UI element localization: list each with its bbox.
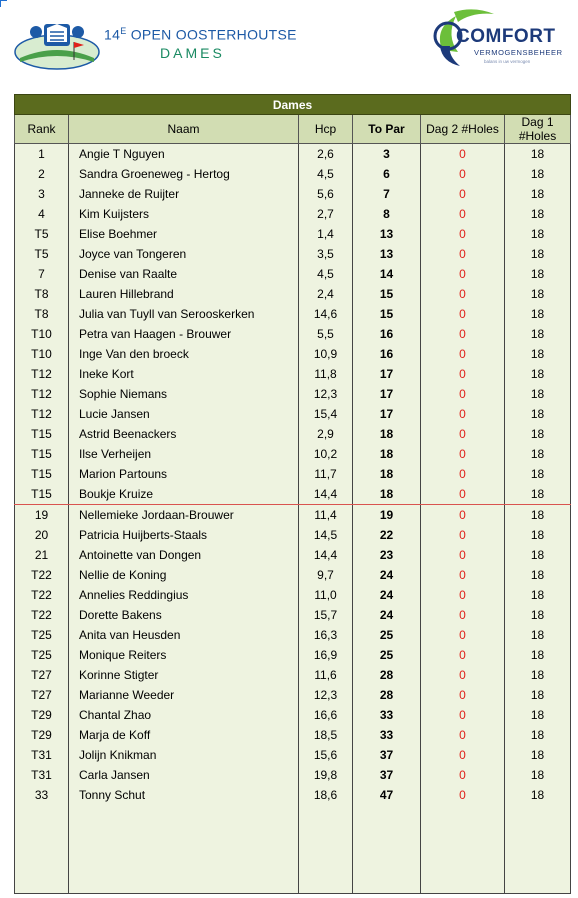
name-cell: Monique Reiters [69, 645, 299, 665]
hcp-cell: 2,6 [299, 144, 353, 165]
day2-holes-cell: 0 [421, 525, 505, 545]
name-cell: Carla Jansen [69, 765, 299, 785]
hcp-cell: 10,9 [299, 344, 353, 364]
rank-cell: 7 [15, 264, 69, 284]
table-row [15, 505, 571, 526]
day2-holes-cell: 0 [421, 304, 505, 324]
to-par-cell: 19 [353, 505, 421, 526]
day1-holes-cell: 18 [505, 444, 571, 464]
day1-holes-cell: 18 [505, 324, 571, 344]
golf-club-logo-icon [14, 20, 100, 70]
name-cell: Antoinette van Dongen [69, 545, 299, 565]
to-par-cell: 24 [353, 585, 421, 605]
day1-holes-cell: 18 [505, 665, 571, 685]
table-row [15, 785, 571, 805]
to-par-cell: 18 [353, 444, 421, 464]
empty-cell [505, 805, 571, 894]
day1-holes-cell: 18 [505, 404, 571, 424]
col-hcp: Hcp [299, 115, 353, 144]
rank-cell: T15 [15, 424, 69, 444]
day2-holes-cell: 0 [421, 464, 505, 484]
empty-cell [353, 805, 421, 894]
day2-holes-cell: 0 [421, 585, 505, 605]
table-row [15, 284, 571, 304]
column-header-row [15, 115, 571, 144]
rank-cell: T15 [15, 464, 69, 484]
day1-holes-cell: 18 [505, 424, 571, 444]
name-cell: Chantal Zhao [69, 705, 299, 725]
hcp-cell: 2,9 [299, 424, 353, 444]
hcp-cell: 16,6 [299, 705, 353, 725]
to-par-cell: 23 [353, 545, 421, 565]
table-row [15, 164, 571, 184]
table-row [15, 665, 571, 685]
table-row [15, 344, 571, 364]
table-title-row [15, 95, 571, 115]
rank-cell: T27 [15, 685, 69, 705]
to-par-cell: 37 [353, 745, 421, 765]
table-row [15, 364, 571, 384]
hcp-cell: 9,7 [299, 565, 353, 585]
day2-holes-cell: 0 [421, 224, 505, 244]
day1-holes-cell: 18 [505, 184, 571, 204]
name-cell: Janneke de Ruijter [69, 184, 299, 204]
to-par-cell: 17 [353, 364, 421, 384]
rank-cell: 19 [15, 505, 69, 526]
to-par-cell: 22 [353, 525, 421, 545]
to-par-cell: 18 [353, 464, 421, 484]
col-rank: Rank [15, 115, 69, 144]
to-par-cell: 7 [353, 184, 421, 204]
day2-holes-cell: 0 [421, 484, 505, 505]
to-par-cell: 14 [353, 264, 421, 284]
name-cell: Dorette Bakens [69, 605, 299, 625]
day2-holes-cell: 0 [421, 164, 505, 184]
name-cell: Patricia Huijberts-Staals [69, 525, 299, 545]
day1-holes-cell: 18 [505, 685, 571, 705]
table-row [15, 264, 571, 284]
event-edition: 14 [104, 26, 121, 43]
name-cell: Angie T Nguyen [69, 144, 299, 165]
to-par-cell: 6 [353, 164, 421, 184]
to-par-cell: 25 [353, 625, 421, 645]
table-title: Dames [15, 95, 571, 115]
day2-holes-cell: 0 [421, 184, 505, 204]
rank-cell: T8 [15, 304, 69, 324]
rank-cell: T12 [15, 404, 69, 424]
hcp-cell: 16,9 [299, 645, 353, 665]
table-row [15, 444, 571, 464]
to-par-cell: 33 [353, 705, 421, 725]
hcp-cell: 2,7 [299, 204, 353, 224]
to-par-cell: 24 [353, 565, 421, 585]
hcp-cell: 14,6 [299, 304, 353, 324]
rank-cell: 33 [15, 785, 69, 805]
hcp-cell: 14,4 [299, 545, 353, 565]
col-day2-holes: Dag 2 #Holes [421, 115, 505, 144]
to-par-cell: 18 [353, 484, 421, 505]
results-table [14, 94, 571, 894]
page-header [0, 0, 578, 90]
day1-holes-cell: 18 [505, 344, 571, 364]
day2-holes-cell: 0 [421, 765, 505, 785]
day2-holes-cell: 0 [421, 204, 505, 224]
hcp-cell: 12,3 [299, 685, 353, 705]
to-par-cell: 25 [353, 645, 421, 665]
table-row [15, 184, 571, 204]
hcp-cell: 4,5 [299, 264, 353, 284]
day2-holes-cell: 0 [421, 705, 505, 725]
name-cell: Anita van Heusden [69, 625, 299, 645]
day2-holes-cell: 0 [421, 665, 505, 685]
table-row [15, 585, 571, 605]
rank-cell: 21 [15, 545, 69, 565]
name-cell: Ineke Kort [69, 364, 299, 384]
table-row [15, 525, 571, 545]
empty-row [15, 805, 571, 894]
table-row [15, 484, 571, 505]
rank-cell: T29 [15, 705, 69, 725]
day1-holes-cell: 18 [505, 765, 571, 785]
day2-holes-cell: 0 [421, 645, 505, 665]
hcp-cell: 11,6 [299, 665, 353, 685]
rank-cell: 1 [15, 144, 69, 165]
to-par-cell: 17 [353, 384, 421, 404]
day2-holes-cell: 0 [421, 565, 505, 585]
name-cell: Denise van Raalte [69, 264, 299, 284]
to-par-cell: 16 [353, 344, 421, 364]
table-row [15, 725, 571, 745]
day1-holes-cell: 18 [505, 705, 571, 725]
day1-holes-cell: 18 [505, 224, 571, 244]
event-title [104, 26, 344, 61]
name-cell: Nellie de Koning [69, 565, 299, 585]
table-row [15, 765, 571, 785]
name-cell: Marja de Koff [69, 725, 299, 745]
col-to-par: To Par [353, 115, 421, 144]
day1-holes-cell: 18 [505, 605, 571, 625]
day2-holes-cell: 0 [421, 505, 505, 526]
hcp-cell: 1,4 [299, 224, 353, 244]
hcp-cell: 3,5 [299, 244, 353, 264]
to-par-cell: 17 [353, 404, 421, 424]
name-cell: Astrid Beenackers [69, 424, 299, 444]
col-day1-holes: Dag 1 #Holes [505, 115, 571, 144]
hcp-cell: 4,5 [299, 164, 353, 184]
rank-cell: T31 [15, 745, 69, 765]
day1-holes-cell: 18 [505, 484, 571, 505]
hcp-cell: 18,6 [299, 785, 353, 805]
day1-holes-cell: 18 [505, 725, 571, 745]
hcp-cell: 18,5 [299, 725, 353, 745]
rank-cell: T25 [15, 645, 69, 665]
table-row [15, 625, 571, 645]
day2-holes-cell: 0 [421, 264, 505, 284]
day1-holes-cell: 18 [505, 585, 571, 605]
empty-cell [299, 805, 353, 894]
day2-holes-cell: 0 [421, 244, 505, 264]
day2-holes-cell: 0 [421, 685, 505, 705]
day1-holes-cell: 18 [505, 745, 571, 765]
rank-cell: 2 [15, 164, 69, 184]
table-row [15, 545, 571, 565]
empty-cell [15, 805, 69, 894]
sponsor-subtitle: VERMOGENSBEHEER [474, 48, 563, 57]
event-edition-suffix: E [120, 26, 127, 36]
hcp-cell: 15,7 [299, 605, 353, 625]
day2-holes-cell: 0 [421, 324, 505, 344]
to-par-cell: 15 [353, 284, 421, 304]
hcp-cell: 2,4 [299, 284, 353, 304]
empty-cell [421, 805, 505, 894]
event-subtitle: DAMES [160, 44, 225, 61]
rank-cell: 3 [15, 184, 69, 204]
day1-holes-cell: 18 [505, 264, 571, 284]
event-title-line [104, 26, 344, 43]
col-name: Naam [69, 115, 299, 144]
rank-cell: 20 [15, 525, 69, 545]
to-par-cell: 16 [353, 324, 421, 344]
rank-cell: T22 [15, 605, 69, 625]
hcp-cell: 11,7 [299, 464, 353, 484]
name-cell: Tonny Schut [69, 785, 299, 805]
name-cell: Lucie Jansen [69, 404, 299, 424]
day1-holes-cell: 18 [505, 204, 571, 224]
to-par-cell: 18 [353, 424, 421, 444]
hcp-cell: 5,6 [299, 184, 353, 204]
hcp-cell: 12,3 [299, 384, 353, 404]
to-par-cell: 28 [353, 665, 421, 685]
event-name: OPEN OOSTERHOUTSE [126, 26, 297, 43]
day1-holes-cell: 18 [505, 144, 571, 165]
name-cell: Sophie Niemans [69, 384, 299, 404]
day2-holes-cell: 0 [421, 424, 505, 444]
name-cell: Marion Partouns [69, 464, 299, 484]
name-cell: Sandra Groeneweg - Hertog [69, 164, 299, 184]
name-cell: Korinne Stigter [69, 665, 299, 685]
to-par-cell: 24 [353, 605, 421, 625]
day1-holes-cell: 18 [505, 545, 571, 565]
name-cell: Nellemieke Jordaan-Brouwer [69, 505, 299, 526]
name-cell: Julia van Tuyll van Serooskerken [69, 304, 299, 324]
day1-holes-cell: 18 [505, 244, 571, 264]
to-par-cell: 15 [353, 304, 421, 324]
rank-cell: T12 [15, 384, 69, 404]
day1-holes-cell: 18 [505, 464, 571, 484]
day1-holes-cell: 18 [505, 525, 571, 545]
rank-cell: T10 [15, 344, 69, 364]
table-row [15, 565, 571, 585]
rank-cell: T15 [15, 484, 69, 505]
day1-holes-cell: 18 [505, 384, 571, 404]
day2-holes-cell: 0 [421, 545, 505, 565]
name-cell: Lauren Hillebrand [69, 284, 299, 304]
table-row [15, 464, 571, 484]
day2-holes-cell: 0 [421, 444, 505, 464]
day2-holes-cell: 0 [421, 144, 505, 165]
name-cell: Petra van Haagen - Brouwer [69, 324, 299, 344]
table-row [15, 304, 571, 324]
to-par-cell: 8 [353, 204, 421, 224]
table-row [15, 244, 571, 264]
day2-holes-cell: 0 [421, 625, 505, 645]
day2-holes-cell: 0 [421, 745, 505, 765]
hcp-cell: 16,3 [299, 625, 353, 645]
day2-holes-cell: 0 [421, 605, 505, 625]
to-par-cell: 13 [353, 224, 421, 244]
hcp-cell: 11,0 [299, 585, 353, 605]
day2-holes-cell: 0 [421, 404, 505, 424]
rank-cell: T27 [15, 665, 69, 685]
table-row [15, 745, 571, 765]
hcp-cell: 5,5 [299, 324, 353, 344]
rank-cell: T22 [15, 585, 69, 605]
name-cell: Inge Van den broeck [69, 344, 299, 364]
rank-cell: T12 [15, 364, 69, 384]
day1-holes-cell: 18 [505, 364, 571, 384]
hcp-cell: 15,6 [299, 745, 353, 765]
rank-cell: T5 [15, 224, 69, 244]
day1-holes-cell: 18 [505, 284, 571, 304]
day2-holes-cell: 0 [421, 384, 505, 404]
to-par-cell: 33 [353, 725, 421, 745]
day1-holes-cell: 18 [505, 505, 571, 526]
table-row [15, 384, 571, 404]
sponsor-name: COMFORT [456, 26, 556, 47]
rank-cell: T29 [15, 725, 69, 745]
name-cell: Kim Kuijsters [69, 204, 299, 224]
day2-holes-cell: 0 [421, 344, 505, 364]
day2-holes-cell: 0 [421, 725, 505, 745]
rank-cell: T10 [15, 324, 69, 344]
name-cell: Jolijn Knikman [69, 745, 299, 765]
day2-holes-cell: 0 [421, 364, 505, 384]
day1-holes-cell: 18 [505, 785, 571, 805]
table-row [15, 645, 571, 665]
name-cell: Ilse Verheijen [69, 444, 299, 464]
table-row [15, 605, 571, 625]
rank-cell: T25 [15, 625, 69, 645]
rank-cell: T22 [15, 565, 69, 585]
rank-cell: T15 [15, 444, 69, 464]
to-par-cell: 3 [353, 144, 421, 165]
name-cell: Annelies Reddingius [69, 585, 299, 605]
to-par-cell: 28 [353, 685, 421, 705]
name-cell: Boukje Kruize [69, 484, 299, 505]
name-cell: Marianne Weeder [69, 685, 299, 705]
rank-cell: T8 [15, 284, 69, 304]
rank-cell: T5 [15, 244, 69, 264]
rank-cell: 4 [15, 204, 69, 224]
empty-cell [69, 805, 299, 894]
table-row [15, 324, 571, 344]
hcp-cell: 19,8 [299, 765, 353, 785]
rank-cell: T31 [15, 765, 69, 785]
to-par-cell: 37 [353, 765, 421, 785]
hcp-cell: 11,8 [299, 364, 353, 384]
hcp-cell: 11,4 [299, 505, 353, 526]
name-cell: Elise Boehmer [69, 224, 299, 244]
day2-holes-cell: 0 [421, 785, 505, 805]
hcp-cell: 14,5 [299, 525, 353, 545]
table-row [15, 204, 571, 224]
to-par-cell: 13 [353, 244, 421, 264]
day1-holes-cell: 18 [505, 304, 571, 324]
table-row [15, 144, 571, 165]
name-cell: Joyce van Tongeren [69, 244, 299, 264]
to-par-cell: 47 [353, 785, 421, 805]
day1-holes-cell: 18 [505, 565, 571, 585]
hcp-cell: 10,2 [299, 444, 353, 464]
hcp-cell: 14,4 [299, 484, 353, 505]
day1-holes-cell: 18 [505, 164, 571, 184]
sponsor-tagline: balans in uw vermogen [484, 59, 531, 64]
table-row [15, 705, 571, 725]
day2-holes-cell: 0 [421, 284, 505, 304]
hcp-cell: 15,4 [299, 404, 353, 424]
table-row [15, 685, 571, 705]
table-row [15, 224, 571, 244]
table-row [15, 424, 571, 444]
table-row [15, 404, 571, 424]
day1-holes-cell: 18 [505, 645, 571, 665]
day1-holes-cell: 18 [505, 625, 571, 645]
